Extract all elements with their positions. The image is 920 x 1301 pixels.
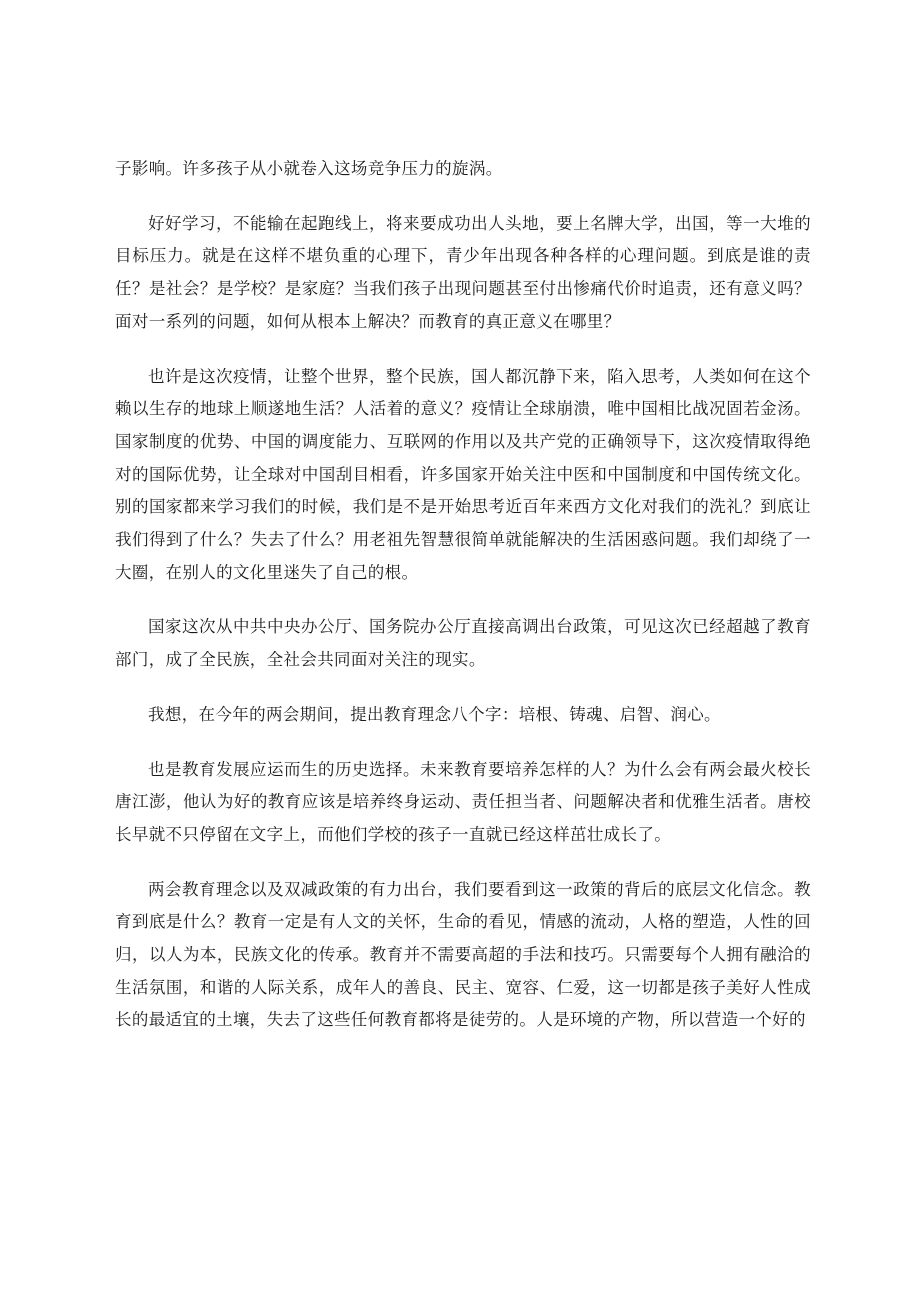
document-body bbox=[115, 153, 811, 1059]
paragraph-4: 我想，在今年的两会期间，提出教育理念八个字：培根、铸魂、启智、润心。 bbox=[148, 704, 721, 724]
paragraph-5: 也是教育发展应运而生的历史选择。未来教育要培养怎样的人？为什么会有两会最火校长唐江澎，他认为好的教育应该是培养终身运动、责任担当者、问题解决者和优雅生活者。唐校长早就不只停留在文字上，而他们学校的孩子一直就已经这样茁壮成长了。 bbox=[115, 759, 811, 844]
paragraph-2: 也许是这次疫情，让整个世界，整个民族，国人都沉静下来，陷入思考，人类如何在这个赖以生存的地球上顺遂地生活？人活着的意义？疫情让全球崩溃，唯中国相比战况固若金汤。国家制度的优势、中国的调度能力、互联网的作用以及共产党的正确领导下，这次疫情取得绝对的国际优势，让全球对中国刮目相看，许多国家开始关注中医和中国制度和中国传统文化。别的国家都来学习我们的时候，我们是不是开始思考近百年来西方文化对我们的洗礼？到底让我们得到了什么？失去了什么？用老祖先智慧很简单就能解决的生活困惑问题。我们却绕了一大圈，在别人的文化里迷失了自己的根。 bbox=[115, 366, 811, 582]
paragraph-3: 国家这次从中共中央办公厅、国务院办公厅直接高调出台政策，可见这次已经超越了教育部门，成了全民族，全社会共同面对关注的现实。 bbox=[115, 617, 811, 670]
paragraph-6: 两会教育理念以及双减政策的有力出台，我们要看到这一政策的背后的底层文化信念。教育到底是什么？教育一定是有人文的关怀，生命的看见，情感的流动，人格的塑造，人性的回归，以人为本，民族文化的传承。教育并不需要高超的手法和技巧。只需要每个人拥有融洽的生活氛围，和谐的人际关系，成年人的善良、民主、宽容、仁爱，这一切都是孩子美好人性成长的最适宜的土壤，失去了这些任何教育都将是徒劳的。人是环境的产物，所以营造一个好的 bbox=[115, 879, 811, 1030]
paragraph-1: 好好学习，不能输在起跑线上，将来要成功出人头地，要上名牌大学，出国，等一大堆的目标压力。就是在这样不堪负重的心理下，青少年出现各种各样的心理问题。到底是谁的责任？是社会？是学校？是家庭？当我们孩子出现问题甚至付出惨痛代价时追责，还有意义吗？面对一系列的问题，如何从根本上解决？而教育的真正意义在哪里？ bbox=[115, 213, 811, 331]
paragraph-0: 子影响。许多孩子从小就卷入这场竞争压力的旋涡。 bbox=[115, 159, 503, 178]
